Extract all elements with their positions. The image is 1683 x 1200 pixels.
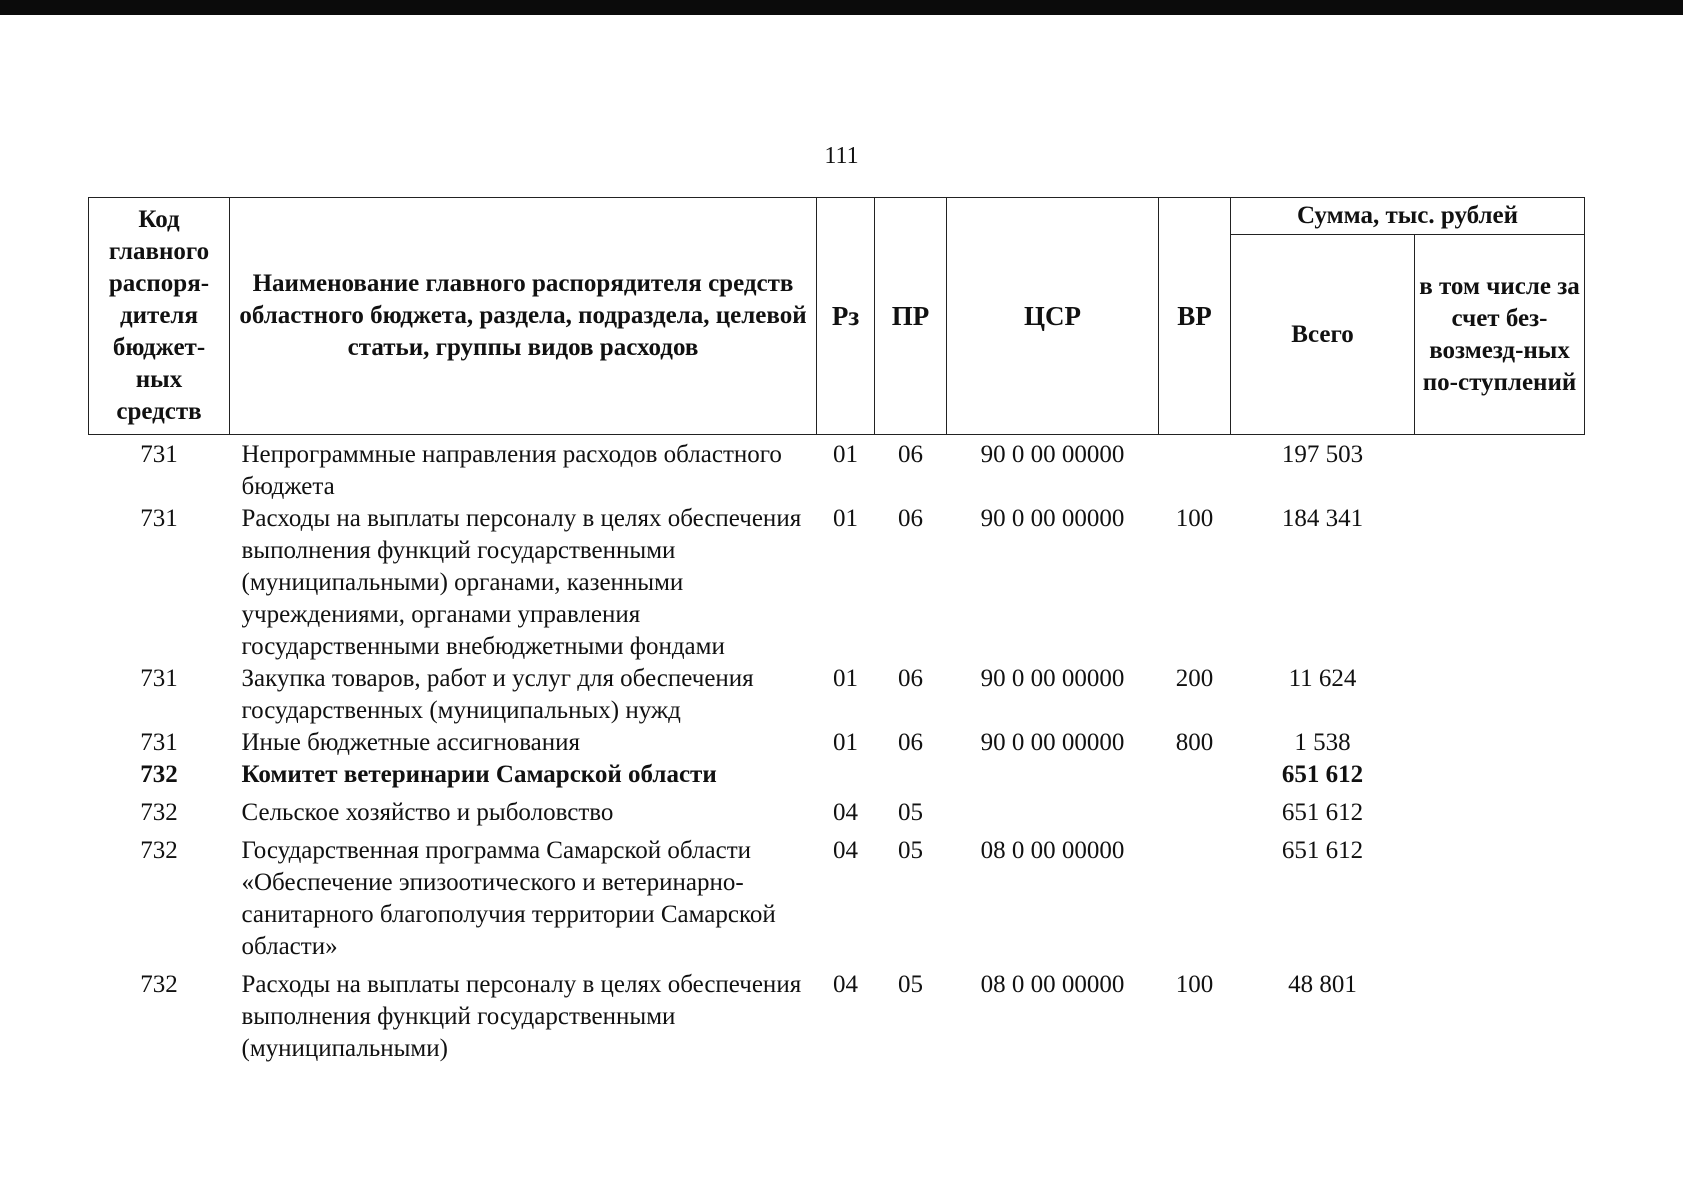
header-rz: Рз [817,198,875,435]
header-pr: ПР [875,198,947,435]
cell-code: 731 [140,505,178,532]
cell-code: 731 [140,729,178,756]
cell-code: 732 [140,799,178,826]
cell-vr: 100 [1175,971,1214,998]
cell-pr: 06 [898,729,923,756]
table-row [89,759,1585,791]
cell-name: Закупка товаров, работ и услуг для обеспечения государственных (муниципальных) нужд [241,665,754,724]
cell-free [1415,727,1585,759]
cell-name: Государственная программа Самарской области «Обеспечение эпизоотического и ветеринарно-санитарного благополучия территории Самарской области» [241,837,776,960]
budget-table [88,197,1585,1065]
cell-csr: 90 0 00 00000 [980,441,1125,468]
cell-free [1415,963,1585,1065]
table-body [89,435,1585,1066]
cell-total: 651 612 [1281,799,1364,826]
cell-code: 731 [140,665,178,692]
cell-pr: 06 [898,665,923,692]
cell-vr [1159,759,1231,791]
cell-csr: 90 0 00 00000 [980,505,1125,532]
cell-total: 48 801 [1288,971,1357,998]
table-row [89,963,1585,1065]
cell-vr [1159,435,1231,504]
header-name: Наименование главного распорядителя средств областного бюджета, раздела, подраздела, целевой статьи, группы видов расходов [230,198,817,435]
cell-vr [1159,791,1231,829]
cell-rz: 04 [833,837,858,864]
cell-rz: 01 [833,441,858,468]
cell-free [1415,663,1585,727]
table-row [89,829,1585,963]
cell-csr: 08 0 00 00000 [980,971,1125,998]
header-total: Всего [1231,235,1415,435]
cell-pr: 05 [898,971,923,998]
table-row [89,791,1585,829]
cell-code: 732 [140,837,178,864]
cell-free [1415,435,1585,504]
cell-total: 651 612 [1281,761,1364,788]
cell-free [1415,829,1585,963]
cell-vr: 100 [1175,505,1214,532]
cell-rz [817,759,875,791]
cell-code: 731 [140,441,178,468]
cell-name: Иные бюджетные ассигнования [241,729,581,756]
cell-csr [947,759,1159,791]
cell-rz: 04 [833,971,858,998]
page-number: 111 [824,143,859,169]
scan-top-edge [0,0,1683,15]
cell-name: Непрограммные направления расходов областного бюджета [241,441,782,500]
cell-pr: 05 [898,837,923,864]
table-row [89,727,1585,759]
header-sum-group: Сумма, тыс. рублей [1231,198,1585,235]
budget-table-container [88,197,1584,1065]
cell-csr [947,791,1159,829]
cell-total: 11 624 [1288,665,1357,692]
cell-free [1415,759,1585,791]
table-row [89,663,1585,727]
cell-total: 651 612 [1281,837,1364,864]
cell-csr: 90 0 00 00000 [980,729,1125,756]
cell-name: Расходы на выплаты персоналу в целях обеспечения выполнения функций государственными (муниципальными) органами, казенными учреждениями, органами управления государственными внебюджетными фондами [241,505,802,660]
cell-code: 732 [140,761,178,788]
cell-total: 184 341 [1281,505,1364,532]
cell-rz: 01 [833,505,858,532]
cell-free [1415,791,1585,829]
cell-pr: 06 [898,505,923,532]
table-header [89,198,1585,435]
table-row [89,435,1585,504]
header-csr: ЦСР [947,198,1159,435]
header-code: Код главного распоря-дителя бюджет-ных средств [89,198,230,435]
cell-name: Комитет ветеринарии Самарской области [241,761,717,788]
cell-csr: 08 0 00 00000 [980,837,1125,864]
header-vr: ВР [1159,198,1231,435]
cell-rz: 01 [833,665,858,692]
cell-code: 732 [140,971,178,998]
cell-total: 1 538 [1294,729,1351,756]
header-free: в том числе за счет без-возмезд-ных по-ступлений [1415,235,1585,435]
cell-vr: 800 [1175,729,1214,756]
cell-pr: 05 [898,799,923,826]
cell-free [1415,503,1585,663]
table-row [89,503,1585,663]
cell-rz: 04 [833,799,858,826]
cell-csr: 90 0 00 00000 [980,665,1125,692]
cell-name: Расходы на выплаты персоналу в целях обеспечения выполнения функций государственными (муниципальными) [241,971,802,1062]
cell-total: 197 503 [1281,441,1364,468]
cell-vr [1159,829,1231,963]
cell-pr [875,759,947,791]
cell-pr: 06 [898,441,923,468]
cell-vr: 200 [1175,665,1214,692]
cell-name: Сельское хозяйство и рыболовство [241,799,614,826]
cell-rz: 01 [833,729,858,756]
